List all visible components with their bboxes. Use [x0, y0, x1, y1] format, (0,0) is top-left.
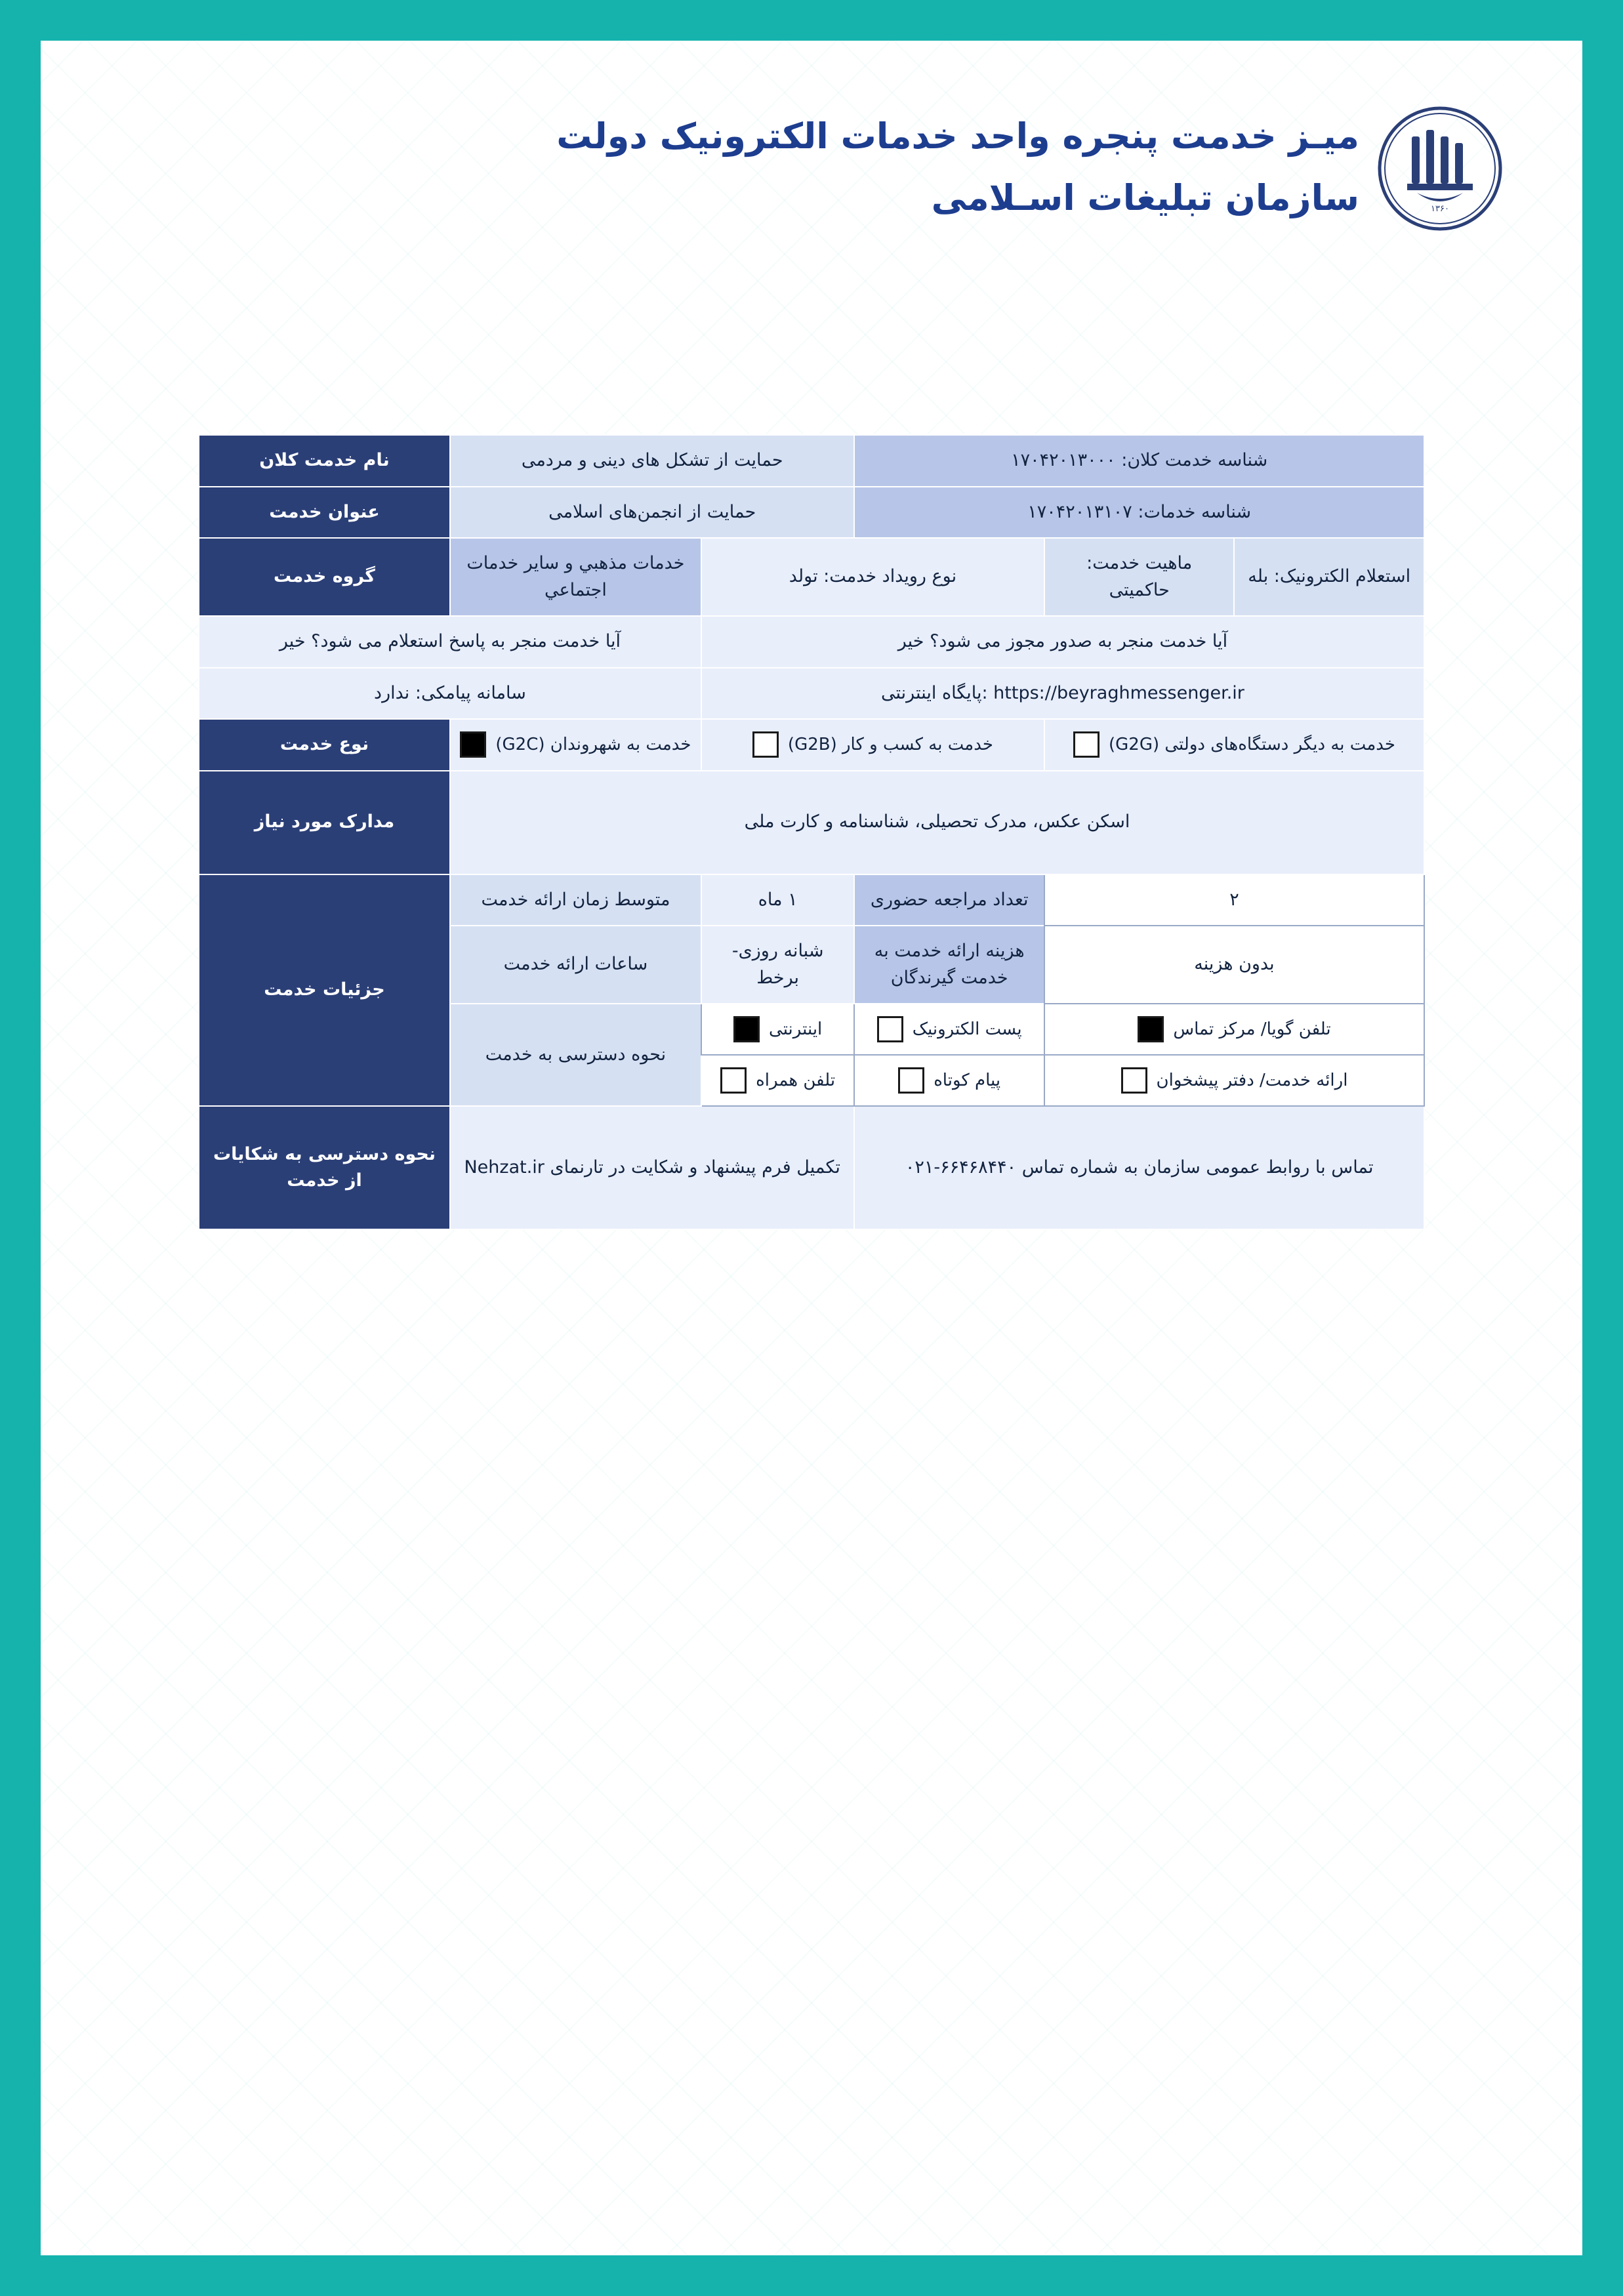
- avg-time-value: ۱ ماه: [701, 874, 855, 926]
- access-email: [854, 1004, 1044, 1055]
- access-mobile-label: تلفن همراه: [756, 1070, 836, 1090]
- service-type-g2g-checkbox[interactable]: [1073, 731, 1099, 758]
- access-ivr-label: تلفن گویا/ مرکز تماس: [1173, 1019, 1331, 1039]
- access-office-label: ارائه خدمت/ دفتر پیشخوان: [1156, 1070, 1348, 1090]
- service-title-label: عنوان خدمت: [199, 487, 450, 539]
- service-details-label: جزئیات خدمت: [199, 874, 450, 1107]
- access-office-checkbox[interactable]: [1121, 1067, 1147, 1094]
- access-email-checkbox[interactable]: [877, 1016, 903, 1042]
- license-question: آیا خدمت منجر به صدور مجوز می شود؟ خیر: [701, 616, 1424, 668]
- complaints-form: تکمیل فرم پیشنهاد و شکایت در تارنمای Nehzat.ir: [450, 1106, 854, 1229]
- document-header: [80, 92, 1543, 256]
- access-ivr: [1044, 1004, 1424, 1055]
- complaints-label: نحوه دسترسی به شکایات از خدمت: [199, 1106, 450, 1229]
- page-sheet: [41, 41, 1582, 2255]
- access-internet-checkbox[interactable]: [733, 1016, 760, 1042]
- table-row-service-type: [199, 719, 1424, 771]
- access-internet: [701, 1004, 855, 1055]
- inquiry-question: آیا خدمت منجر به پاسخ استعلام می شود؟ خیر: [199, 616, 701, 668]
- header-title-block: [556, 114, 1359, 220]
- avg-time-label: متوسط زمان ارائه خدمت: [450, 874, 701, 926]
- table-row-channels: [199, 668, 1424, 720]
- hours-value: شبانه روزی- برخط: [701, 926, 855, 1004]
- access-ivr-checkbox[interactable]: [1138, 1016, 1164, 1042]
- service-type-g2c: [450, 719, 701, 771]
- service-type-g2b: [701, 719, 1044, 771]
- service-event-type-value: نوع رویداد خدمت: تولد: [701, 538, 1044, 616]
- table-row-service-group: [199, 538, 1424, 616]
- access-sms-checkbox[interactable]: [898, 1067, 924, 1094]
- access-email-label: پست الکترونیک: [912, 1019, 1022, 1039]
- access-label: نحوه دسترسی به خدمت: [450, 1004, 701, 1106]
- table-row-service-title: [199, 487, 1424, 539]
- table-row-complaints: [199, 1106, 1424, 1229]
- table-row-documents: [199, 771, 1424, 874]
- sms-system-value: سامانه پیامکی: ندارد: [199, 668, 701, 720]
- service-nature-value: ماهیت خدمت: حاکمیتی: [1044, 538, 1235, 616]
- macro-service-value: حمایت از تشکل های دینی و مردمی: [450, 435, 854, 487]
- website-value: https://beyraghmessenger.ir :پایگاه اینترنتی: [701, 668, 1424, 720]
- service-info-table: [198, 434, 1425, 1230]
- access-office: [1044, 1055, 1424, 1106]
- organization-logo-icon: [1378, 106, 1502, 231]
- access-mobile-checkbox[interactable]: [720, 1067, 747, 1094]
- service-type-g2g: [1044, 719, 1424, 771]
- table-row-inquiry: [199, 616, 1424, 668]
- macro-service-id: شناسه خدمت کلان: ۱۷۰۴۲۰۱۳۰۰۰: [854, 435, 1424, 487]
- service-title-value: حمایت از انجمن‌های اسلامی: [450, 487, 854, 539]
- table-row-avg-time: [199, 874, 1424, 926]
- service-type-g2g-label: خدمت به دیگر دستگاه‌های دولتی (G2G): [1108, 734, 1395, 754]
- service-type-label: نوع خدمت: [199, 719, 450, 771]
- service-type-g2c-checkbox[interactable]: [460, 731, 486, 758]
- table-row-macro-service: [199, 435, 1424, 487]
- svg-text:۱۳۶۰: ۱۳۶۰: [1431, 204, 1449, 214]
- visits-value: ۲: [1044, 874, 1424, 926]
- access-mobile: [701, 1055, 855, 1106]
- service-group-value: خدمات مذهبي و ساير خدمات اجتماعي: [450, 538, 701, 616]
- cost-label: هزینه ارائه خدمت به خدمت گیرندگان: [854, 926, 1044, 1004]
- complaints-phone: تماس با روابط عمومی سازمان به شماره تماس ۶۶۴۶۸۴۴۰-۰۲۱: [854, 1106, 1424, 1229]
- page-title: میـز خدمت پنجره واحد خدمات الکترونیک دولت: [556, 115, 1359, 157]
- website-label: :پایگاه اینترنتی: [880, 682, 988, 703]
- access-sms-label: پیام کوتاه: [934, 1070, 1001, 1090]
- documents-label: مدارک مورد نیاز: [199, 771, 450, 874]
- documents-value: اسکن عکس، مدرک تحصیلی، شناسنامه و کارت ملی: [450, 771, 1424, 874]
- access-sms: [854, 1055, 1044, 1106]
- macro-service-label: نام خدمت کلان: [199, 435, 450, 487]
- cost-value: بدون هزینه: [1044, 926, 1424, 1004]
- service-title-id: شناسه خدمات: ۱۷۰۴۲۰۱۳۱۰۷: [854, 487, 1424, 539]
- service-type-g2b-checkbox[interactable]: [752, 731, 779, 758]
- visits-label: تعداد مراجعه حضوری: [854, 874, 1044, 926]
- organization-name: سازمان تبلیغات اسـلامی: [931, 176, 1359, 218]
- hours-label: ساعات ارائه خدمت: [450, 926, 701, 1004]
- service-type-g2c-label: خدمت به شهروندان (G2C): [495, 734, 691, 754]
- service-group-label: گروه خدمت: [199, 538, 450, 616]
- service-type-g2b-label: خدمت به کسب و کار (G2B): [787, 734, 993, 754]
- access-internet-label: اینترنتی: [769, 1019, 823, 1039]
- electronic-inquiry-value: استعلام الکترونیک: بله: [1234, 538, 1424, 616]
